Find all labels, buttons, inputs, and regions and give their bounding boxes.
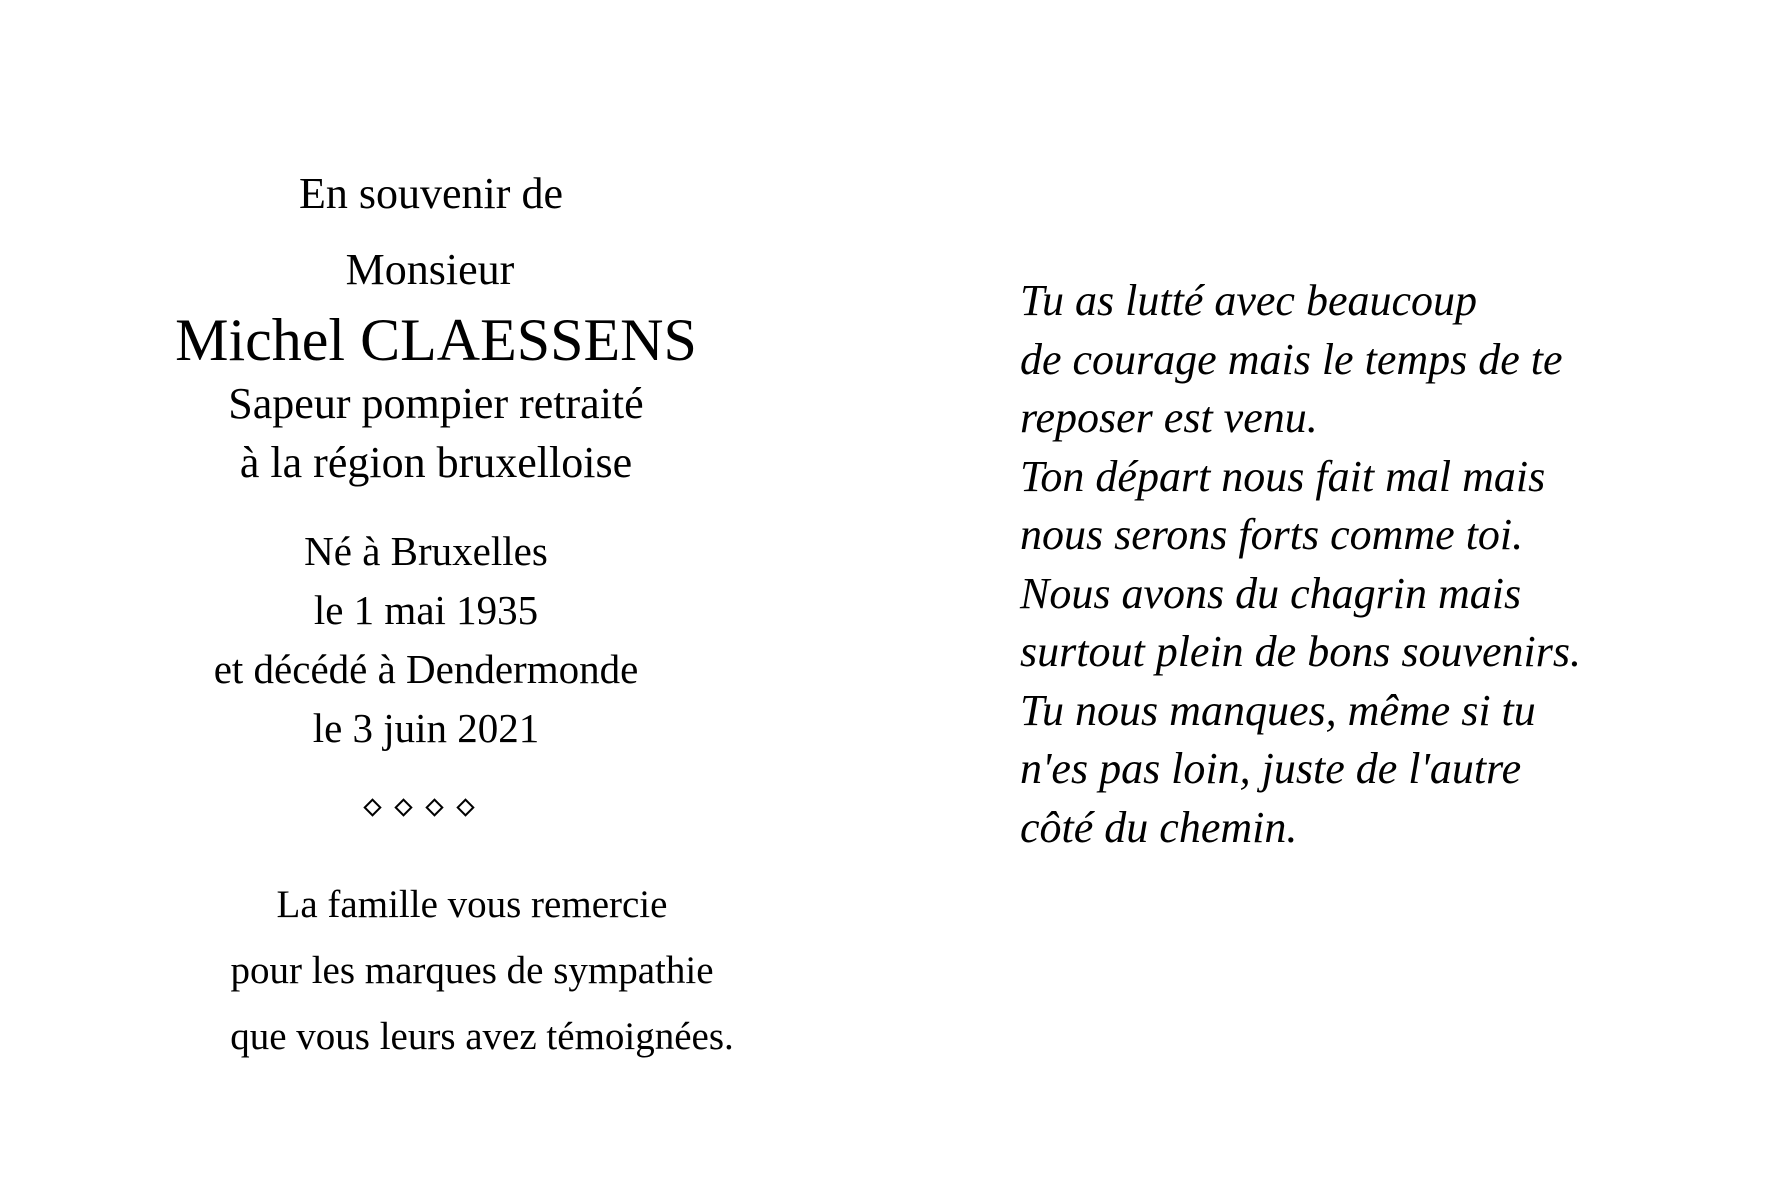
- poem-line: Nous avons du chagrin mais: [1020, 568, 1522, 618]
- thanks-line-3: que vous leurs avez témoignées.: [230, 1015, 734, 1058]
- diamond-icon: [363, 798, 381, 816]
- birth-place: Né à Bruxelles: [304, 528, 548, 574]
- death-date: le 3 juin 2021: [312, 705, 540, 751]
- poem-line: n'es pas loin, juste de l'autre: [1020, 744, 1522, 793]
- memorial-details: [0, 0, 880, 1181]
- diamond-icon: [394, 798, 412, 816]
- deceased-name: Michel CLAESSENS: [175, 307, 697, 373]
- poem-line: nous serons forts comme toi.: [1020, 510, 1524, 559]
- death-place: et décédé à Dendermonde: [213, 646, 639, 692]
- poem: [1020, 272, 1720, 857]
- poem-line: côté du chemin.: [1020, 802, 1298, 852]
- role-line-2: à la région bruxelloise: [239, 438, 633, 487]
- poem-line: Tu nous manques, même si tu: [1020, 685, 1536, 735]
- diamond-icon: [456, 798, 474, 816]
- birth-date: le 1 mai 1935: [313, 587, 539, 633]
- diamond-ornament: [366, 801, 472, 814]
- thanks-line-2: pour les marques de sympathie: [230, 949, 714, 992]
- honorific: Monsieur: [345, 245, 515, 294]
- poem-line: Ton départ nous fait mal mais: [1020, 451, 1546, 501]
- poem-line: reposer est venu.: [1020, 393, 1318, 442]
- poem-line: de courage mais le temps de te: [1020, 334, 1563, 384]
- thanks-line-1: La famille vous remercie: [276, 883, 668, 926]
- role-line-1: Sapeur pompier retraité: [228, 379, 644, 428]
- poem-line: Tu as lutté avec beaucoup: [1020, 276, 1478, 325]
- diamond-icon: [425, 798, 443, 816]
- intro-text: En souvenir de: [299, 169, 563, 218]
- poem-line: surtout plein de bons souvenirs.: [1020, 627, 1581, 676]
